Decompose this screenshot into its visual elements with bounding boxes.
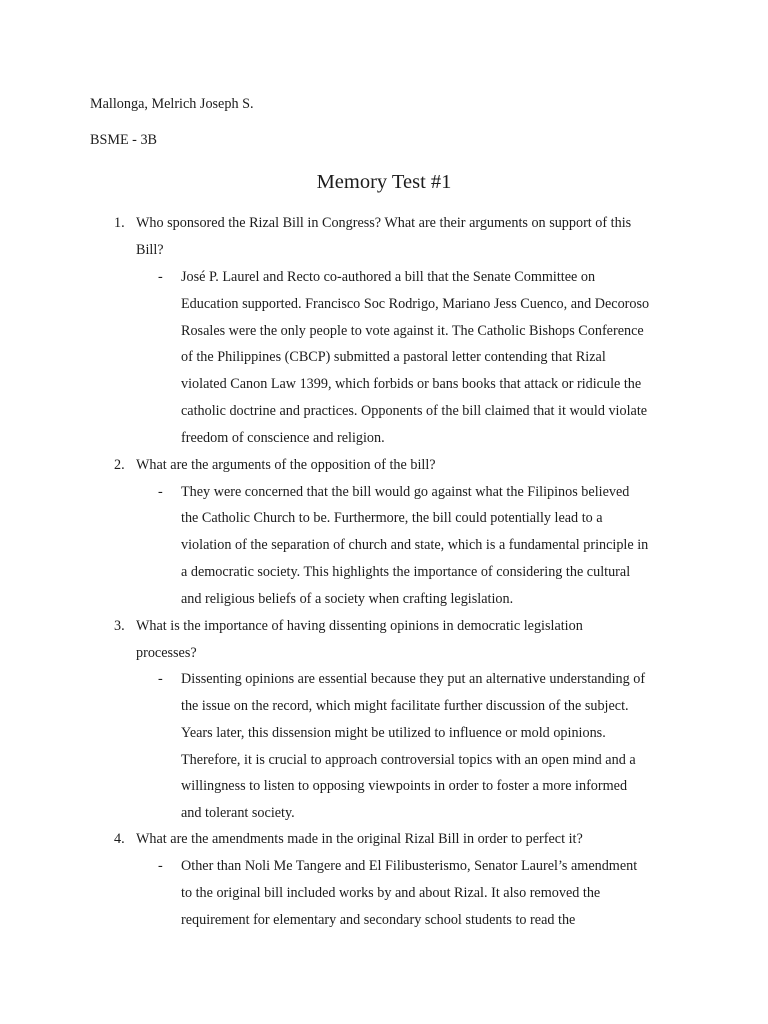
answer-text: of the Philippines (CBCP) submitted a pastoral letter contending that Rizal: [181, 349, 606, 365]
question-number: 3.: [114, 618, 125, 634]
answer-text: violated Canon Law 1399, which forbids or bans books that attack or ridicule the: [181, 376, 642, 392]
answer-text: and religious beliefs of a society when crafting legislation.: [181, 591, 514, 607]
question-text: What are the amendments made in the original Rizal Bill in order to perfect it?: [136, 831, 583, 847]
question-number: 4.: [114, 831, 125, 847]
answer-text: to the original bill included works by and about Rizal. It also removed the: [181, 885, 601, 901]
answer-bullet: -: [158, 484, 163, 500]
answer-text: willingness to listen to opposing viewpoints in order to foster a more informed: [181, 778, 628, 794]
answer-text: and tolerant society.: [181, 805, 295, 821]
question-number: 2.: [114, 457, 125, 473]
question-text: What is the importance of having dissenting opinions in democratic legislation: [136, 618, 583, 634]
question-number: 1.: [114, 215, 125, 231]
answer-text: requirement for elementary and secondary school students to read the: [181, 912, 576, 928]
student-section: BSME - 3B: [90, 132, 158, 148]
answer-bullet: -: [158, 269, 163, 285]
answer-bullet: -: [158, 858, 163, 874]
question-text: Bill?: [136, 242, 164, 258]
question-text: Who sponsored the Rizal Bill in Congress? What are their arguments on support of this: [136, 215, 632, 231]
answer-text: the Catholic Church to be. Furthermore, the bill could potentially lead to a: [181, 510, 603, 526]
page-title: Memory Test #1: [316, 171, 452, 193]
answer-text: catholic doctrine and practices. Opponents of the bill claimed that it would violate: [181, 403, 648, 419]
question-text: What are the arguments of the opposition of the bill?: [136, 457, 436, 473]
answer-text: Years later, this dissension might be utilized to influence or mold opinions.: [181, 725, 606, 741]
question-text: processes?: [136, 645, 197, 661]
answer-text: Other than Noli Me Tangere and El Filibusterismo, Senator Laurel’s amendment: [181, 858, 638, 874]
answer-text: Education supported. Francisco Soc Rodrigo, Mariano Jess Cuenco, and Decoroso: [181, 296, 650, 312]
answer-text: the issue on the record, which might facilitate further discussion of the subject.: [181, 698, 629, 714]
answer-text: violation of the separation of church and state, which is a fundamental principle in: [181, 537, 649, 553]
answer-text: freedom of conscience and religion.: [181, 430, 385, 446]
answer-text: Dissenting opinions are essential because they put an alternative understanding of: [181, 671, 646, 687]
student-name: Mallonga, Melrich Joseph S.: [90, 96, 254, 112]
answer-text: a democratic society. This highlights the importance of considering the cultural: [181, 564, 631, 580]
answer-text: They were concerned that the bill would go against what the Filipinos believed: [181, 484, 630, 500]
answer-text: Therefore, it is crucial to approach controversial topics with an open mind and a: [181, 752, 636, 768]
answer-text: José P. Laurel and Recto co-authored a bill that the Senate Committee on: [181, 269, 596, 285]
answer-bullet: -: [158, 671, 163, 687]
answer-text: Rosales were the only people to vote against it. The Catholic Bishops Conference: [181, 323, 644, 339]
